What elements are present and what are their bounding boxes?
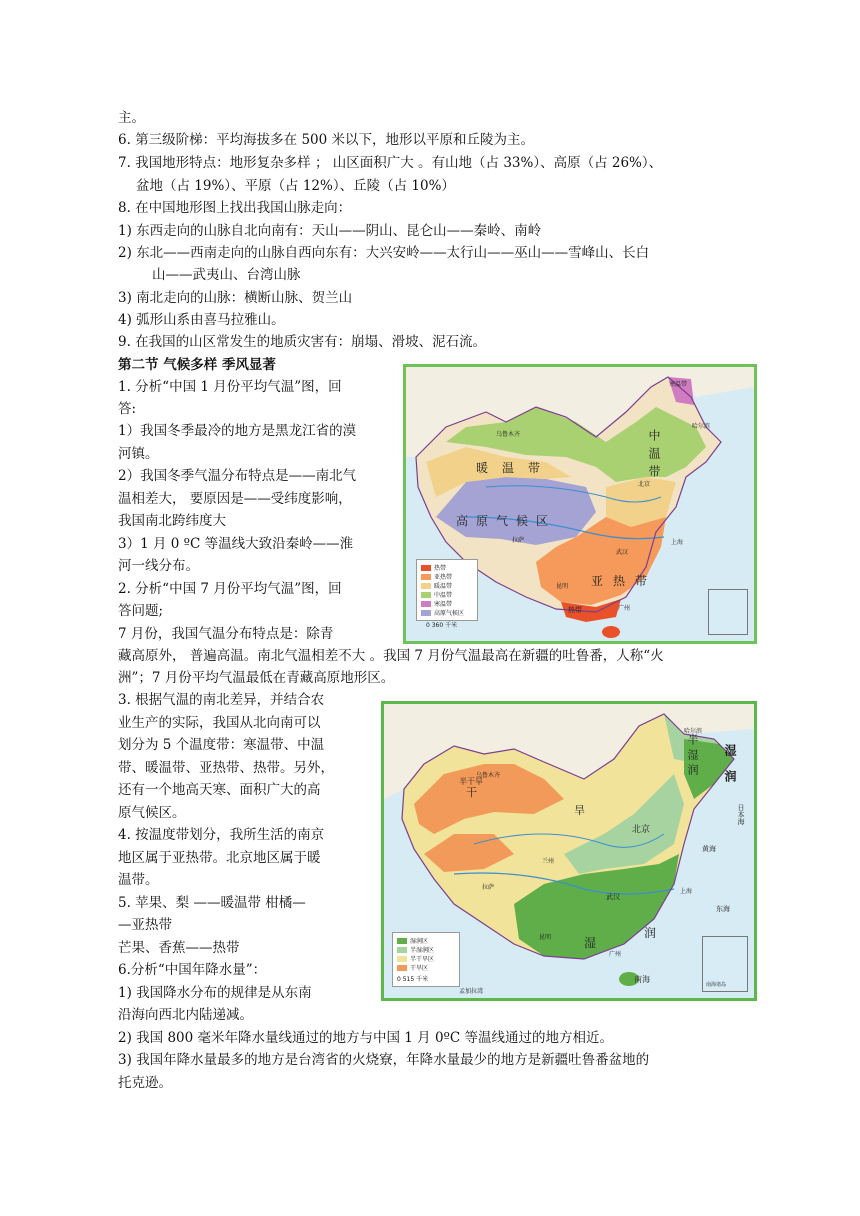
text-line: 4) 弧形山系由喜马拉雅山。 — [118, 312, 285, 328]
text-line: 藏高原外， 普遍高温。南北气温相差不大 。我国 7 月份气温最高在新疆的吐鲁番，人称“火 — [118, 648, 664, 664]
text-line: 6. 第三级阶梯：平均海拔多在 500 米以下，地形以平原和丘陵为主。 — [118, 132, 535, 148]
map-label: 旱 — [574, 804, 585, 817]
map-label: 半干旱 — [459, 777, 483, 786]
map-label: 热带 — [568, 606, 582, 614]
text-line: 河一线分布。 — [118, 558, 199, 574]
text-line: 答问题; — [118, 603, 164, 619]
sea-label: 孟加拉湾 — [459, 988, 484, 995]
text-line: 盆地（占 19%）、平原（占 12%）、丘陵（占 10%） — [136, 178, 455, 194]
legend-swatch — [397, 947, 407, 953]
text-line: 温带。 — [118, 872, 159, 888]
map-label: 寒温带 — [669, 381, 688, 388]
city-label: 武汉 — [616, 549, 629, 556]
text-line: 划分为 5 个温度带：寒温带、中温 — [118, 737, 325, 753]
text-line: 5. 苹果、梨 ——暖温带 柑橘— — [118, 895, 306, 911]
inset-label: 南海诸岛 — [706, 982, 727, 988]
text-line: 原气候区。 — [118, 805, 186, 821]
city-label: 乌鲁木齐 — [496, 431, 521, 438]
map-label: 亚热带 — [591, 574, 658, 588]
legend-label: 高原气候区 — [434, 610, 465, 617]
map-label: 半湿润 — [686, 734, 699, 779]
city-label: 武汉 — [606, 893, 620, 901]
legend-swatch — [397, 938, 407, 944]
city-label: 广州 — [609, 951, 622, 958]
legend-swatch — [397, 956, 407, 962]
map-label: 湿 — [584, 936, 597, 950]
sea-label: 黄海 — [702, 845, 716, 853]
legend-label: 湿润区 — [410, 938, 429, 945]
text-line: 1) 东西走向的山脉自北向南有：天山——阴山、昆仑山——秦岭、南岭 — [118, 223, 542, 239]
legend-swatch — [397, 965, 407, 971]
text-line: 洲”；7 月份平均气温最低在青藏高原地形区。 — [118, 670, 395, 686]
text-line: 答: — [118, 401, 137, 417]
city-label: 昆明 — [539, 934, 552, 941]
south-sea-inset — [702, 936, 748, 992]
text-line: 芒果、香蕉——热带 — [118, 940, 240, 956]
city-label: 昆明 — [556, 583, 569, 590]
legend-label: 干旱区 — [410, 965, 429, 972]
text-line: 河镇。 — [118, 446, 159, 462]
map-label: 暖温带 — [476, 461, 555, 475]
legend-label: 半干旱区 — [410, 956, 435, 963]
south-sea-inset — [708, 589, 748, 635]
sea-label: 东海 — [716, 905, 730, 913]
text-line: 8. 在中国地形图上找出我国山脉走向： — [118, 200, 352, 216]
text-line: 带、暖温带、亚热带、热带。另外， — [118, 760, 334, 776]
city-label: 哈尔滨 — [684, 728, 703, 735]
text-line: 9. 在我国的山区常发生的地质灾害有：崩塌、滑坡、泥石流。 — [118, 334, 487, 350]
text-line: 沿海向西北内陆递减。 — [118, 1007, 253, 1023]
text-line: 我国南北跨纬度大 — [118, 513, 226, 529]
text-line: 还有一个地高天寒、面积广大的高 — [118, 782, 321, 798]
text-line: 2) 东北——西南走向的山脉自西向东有：大兴安岭——太行山——巫山——雪峰山、长白 — [118, 245, 650, 261]
text-line: 托克逊。 — [118, 1075, 172, 1091]
legend-swatch — [421, 574, 431, 580]
city-label: 哈尔滨 — [692, 423, 711, 430]
text-line: 7 月份，我国气温分布特点是：除青 — [118, 626, 334, 642]
text-line: 7. 我国地形特点：地形复杂多样 ； 山区面积广大 。有山地（占 33%）、高原（占 26%）、 — [118, 155, 663, 171]
legend-label: 中温带 — [434, 592, 453, 599]
text-line: 3) 南北走向的山脉：横断山脉、贺兰山 — [118, 290, 353, 306]
text-line: —亚热带 — [118, 917, 172, 933]
text-line: 4. 按温度带划分，我所生活的南京 — [118, 827, 325, 843]
city-label: 拉萨 — [512, 537, 525, 544]
sea-label: 日本海 — [737, 804, 745, 825]
legend-swatch — [421, 583, 431, 589]
text-line: 地区属于亚热带。北京地区属于暖 — [118, 850, 321, 866]
text-line: 2) 我国 800 毫米年降水量线通过的地方与中国 1 月 0ºC 等温线通过的地方相近。 — [118, 1030, 614, 1046]
city-label: 乌鲁木齐 — [476, 772, 501, 779]
text-line: 2. 分析“中国 7 月份平均气温”图，回 — [118, 581, 342, 597]
text-line: 山——武夷山、台湾山脉 — [152, 267, 301, 283]
map-label: 中温带 — [647, 429, 661, 483]
text-line: 3）1 月 0 ºC 等温线大致沿秦岭——淮 — [118, 536, 354, 552]
map-label: 高原气候区 — [456, 514, 557, 528]
precipitation-map — [381, 701, 757, 1001]
legend-label: 寒温带 — [434, 601, 453, 608]
text-line: 1) 我国降水分布的规律是从东南 — [118, 985, 312, 1001]
map-label: 润 — [644, 926, 657, 940]
legend-label: 暖温带 — [434, 583, 453, 590]
temperature-zone-map — [403, 364, 757, 644]
sea-label: 南海 — [634, 975, 650, 984]
map-label: 干 — [466, 786, 477, 799]
text-line: 主。 — [118, 110, 145, 126]
city-label: 拉萨 — [482, 884, 495, 891]
legend-label: 热带 — [434, 565, 447, 572]
city-label: 兰州 — [542, 858, 555, 865]
legend-label: 半湿润区 — [410, 947, 435, 954]
text-line: 业生产的实际，我国从北向南可以 — [118, 715, 321, 731]
map-legend — [416, 559, 478, 621]
legend-swatch — [421, 565, 431, 571]
text-line: 6.分析“中国年降水量”： — [118, 962, 267, 978]
map-label: 湿润 — [723, 744, 737, 796]
map-legend — [392, 932, 460, 987]
legend-swatch — [421, 610, 431, 616]
scale-bar: 0 360 千米 — [426, 622, 458, 629]
text-line: 3) 我国年降水量最多的地方是台湾省的火烧寮，年降水量最少的地方是新疆吐鲁番盆地的 — [118, 1052, 650, 1068]
legend-swatch — [421, 592, 431, 598]
section-title: 第二节 气候多样 季风显著 — [118, 357, 276, 373]
city-label: 北京 — [632, 825, 651, 835]
text-line: 2）我国冬季气温分布特点是——南北气 — [118, 468, 357, 484]
legend-label: 亚热带 — [434, 574, 453, 581]
text-line: 1. 分析“中国 1 月份平均气温”图，回 — [118, 379, 342, 395]
city-label: 上海 — [680, 888, 693, 895]
text-line: 1）我国冬季最冷的地方是黑龙江省的漠 — [118, 423, 357, 439]
city-label: 北京 — [638, 481, 651, 488]
city-label: 上海 — [671, 539, 684, 546]
legend-swatch — [421, 601, 431, 607]
text-line: 温相差大， 要原因是——受纬度影响， — [118, 491, 352, 507]
text-line: 3. 根据气温的南北差异，并结合农 — [118, 692, 325, 708]
city-label: 广州 — [618, 605, 631, 612]
scale-bar: 0 515 千米 — [397, 976, 429, 983]
